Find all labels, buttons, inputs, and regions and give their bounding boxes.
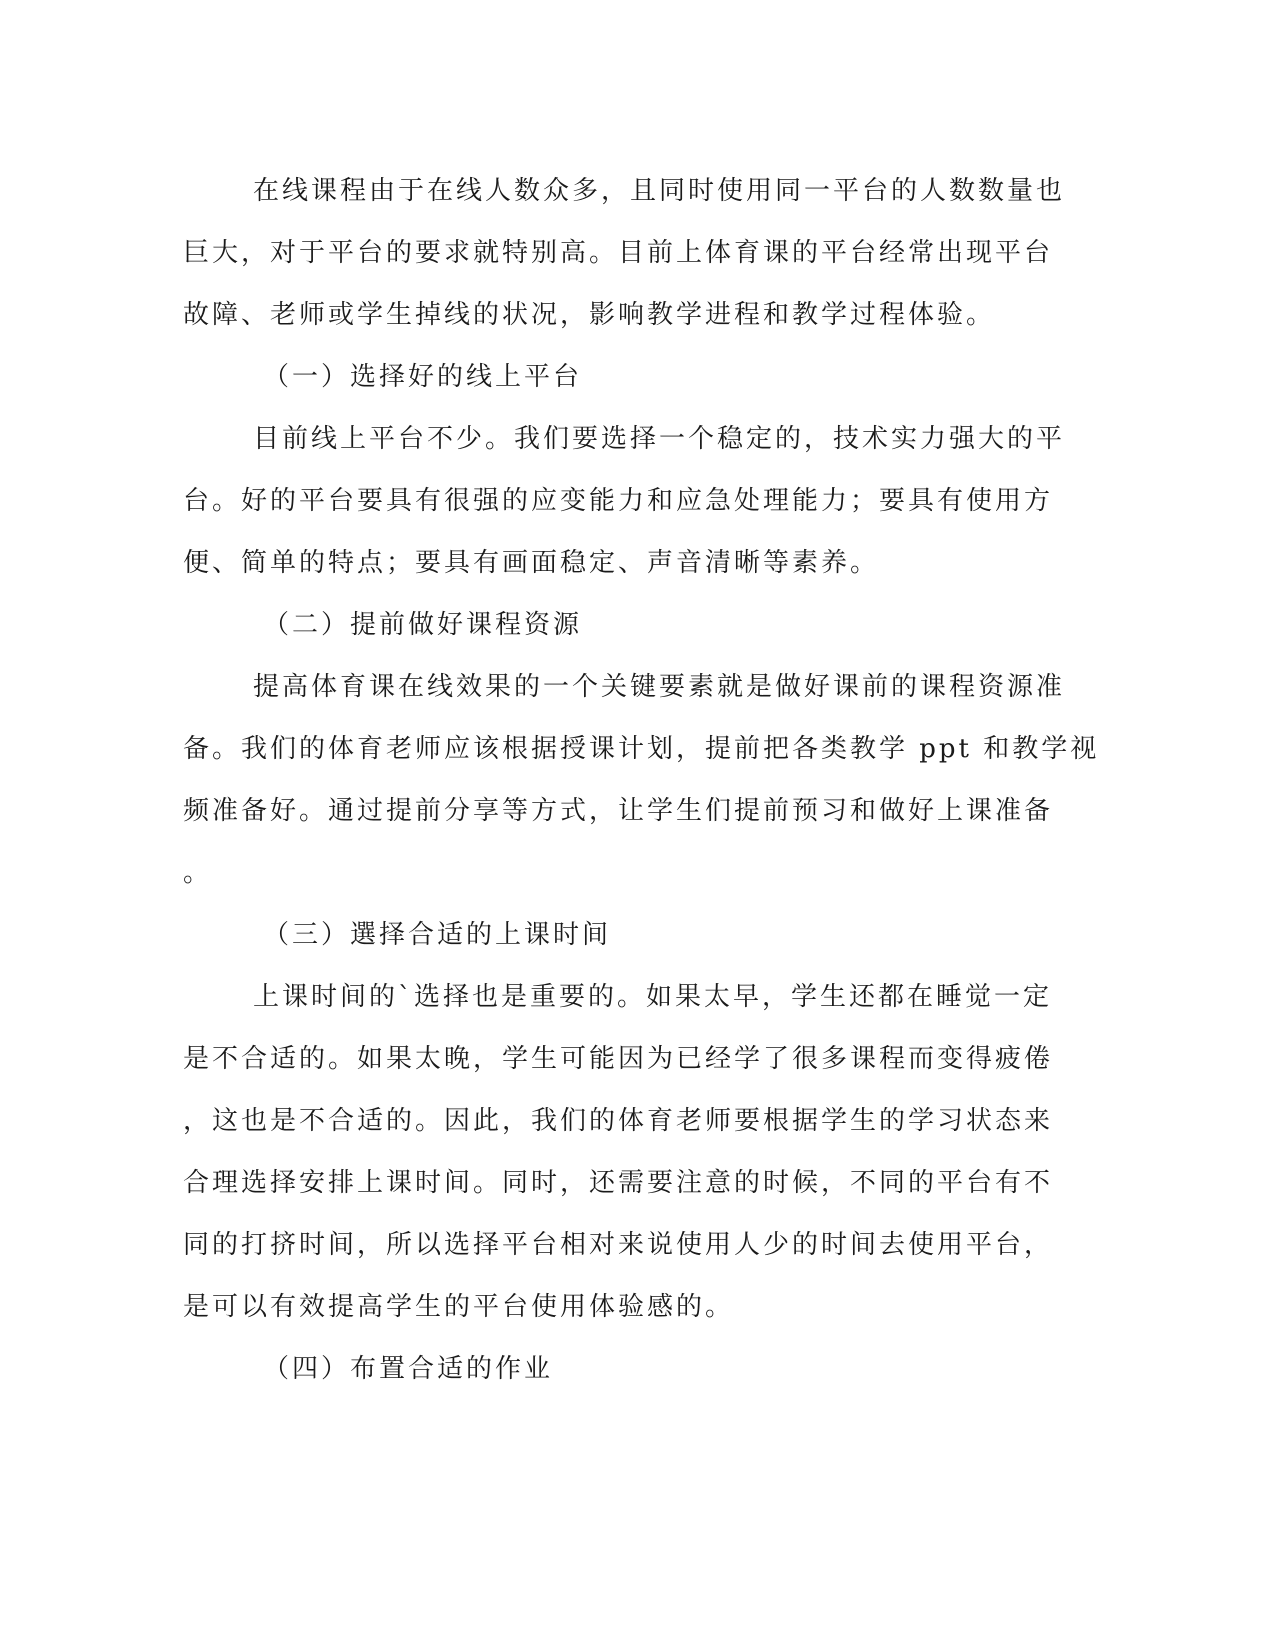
- paragraph-line: 备。我们的体育老师应该根据授课计划，提前把各类教学 ppt 和教学视: [183, 734, 1100, 764]
- section-heading-4: （四）布置合适的作业: [263, 1354, 554, 1384]
- paragraph-line: 。: [183, 858, 213, 888]
- paragraph-line: 频准备好。通过提前分享等方式，让学生们提前预习和做好上课准备: [183, 796, 1054, 826]
- paragraph-line: 故障、老师或学生掉线的状况，影响教学进程和教学过程体验。: [183, 300, 996, 330]
- paragraph-line: 是可以有效提高学生的平台使用体验感的。: [183, 1292, 735, 1322]
- paragraph-line: 合理选择安排上课时间。同时，还需要注意的时候，不同的平台有不: [183, 1168, 1054, 1198]
- paragraph-line: 目前线上平台不少。我们要选择一个稳定的，技术实力强大的平: [253, 424, 1066, 454]
- paragraph-line: 巨大，对于平台的要求就特别高。目前上体育课的平台经常出现平台: [183, 238, 1054, 268]
- paragraph-line: 在线课程由于在线人数众多，且同时使用同一平台的人数数量也: [253, 176, 1066, 206]
- paragraph-line: 提高体育课在线效果的一个关键要素就是做好课前的课程资源准: [253, 672, 1066, 702]
- section-heading-2: （二）提前做好课程资源: [263, 610, 583, 640]
- paragraph-line: 同的打挤时间，所以选择平台相对来说使用人少的时间去使用平台，: [183, 1230, 1054, 1260]
- paragraph-line: 便、简单的特点；要具有画面稳定、声音清晰等素养。: [183, 548, 880, 578]
- section-heading-3: （三）選择合适的上课时间: [263, 920, 612, 950]
- section-heading-1: （一）选择好的线上平台: [263, 362, 583, 392]
- document-body: [183, 160, 1100, 1400]
- paragraph-line: ，这也是不合适的。因此，我们的体育老师要根据学生的学习状态来: [183, 1106, 1054, 1136]
- paragraph-line: 台。好的平台要具有很强的应变能力和应急处理能力；要具有使用方: [183, 486, 1054, 516]
- paragraph-line: 上课时间的`选择也是重要的。如果太早，学生还都在睡觉一定: [253, 982, 1053, 1012]
- paragraph-line: 是不合适的。如果太晚，学生可能因为已经学了很多课程而变得疲倦: [183, 1044, 1054, 1074]
